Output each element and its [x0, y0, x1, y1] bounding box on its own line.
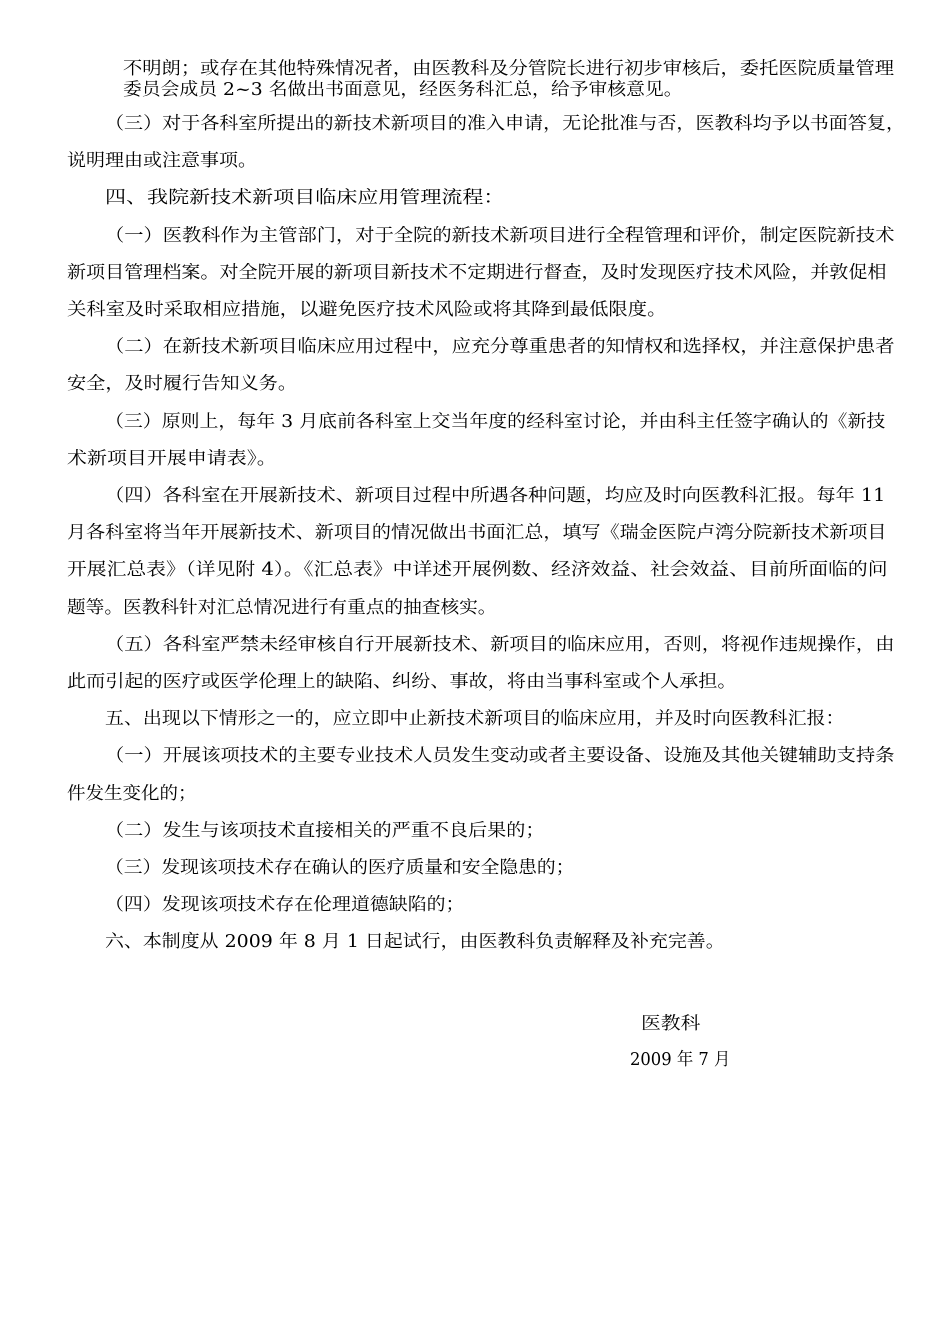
- paragraph-line: （五）各科室严禁未经审核自行开展新技术、新项目的临床应用，否则，将视作违规操作，由: [105, 635, 895, 655]
- paragraph-line: （三）对于各科室所提出的新技术新项目的准入申请，无论批准与否，医教科均予以书面答复，: [105, 114, 905, 134]
- paragraph-line: 月各科室将当年开展新技术、新项目的情况做出书面汇总，填写《瑞金医院卢湾分院新技术新项目: [67, 523, 887, 543]
- paragraph-line: 委员会成员 2~3 名做出书面意见，经医务科汇总，给予审核意见。: [123, 80, 683, 100]
- paragraph-line: 术新项目开展申请表》。: [67, 449, 277, 469]
- paragraph-line: 此而引起的医疗或医学伦理上的缺陷、纠纷、事故，将由当事科室或个人承担。: [67, 672, 737, 692]
- paragraph-line: （一）开展该项技术的主要专业技术人员发生变动或者主要设备、设施及其他关键辅助支持条: [105, 746, 895, 766]
- paragraph-line: （三）发现该项技术存在确认的医疗质量和安全隐患的；: [105, 858, 575, 878]
- paragraph-line: 不明朗；或存在其他特殊情况者，由医教科及分管院长进行初步审核后，委托医院质量管理: [123, 59, 895, 79]
- paragraph-line: 开展汇总表》（详见附 4）。《汇总表》中详述开展例数、经济效益、社会效益、目前所面临的问: [67, 560, 888, 580]
- paragraph-line: （四）各科室在开展新技术、新项目过程中所遇各种问题，均应及时向医教科汇报。每年 11: [105, 486, 886, 506]
- paragraph-line: 新项目管理档案。对全院开展的新项目新技术不定期进行督查，及时发现医疗技术风险，并敦促相: [67, 263, 887, 283]
- paragraph-line: 安全，及时履行告知义务。: [67, 374, 297, 394]
- section-heading: 四、我院新技术新项目临床应用管理流程：: [105, 188, 505, 208]
- paragraph-line: （二）在新技术新项目临床应用过程中，应充分尊重患者的知情权和选择权，并注意保护患者: [105, 337, 895, 357]
- paragraph-line: 关科室及时采取相应措施，以避免医疗技术风险或将其降到最低限度。: [67, 300, 667, 320]
- signature-date: 2009 年 7 月: [630, 1050, 731, 1070]
- paragraph-line: （一）医教科作为主管部门，对于全院的新技术新项目进行全程管理和评价，制定医院新技术: [105, 226, 895, 246]
- section-heading: 六、本制度从 2009 年 8 月 1 日起试行，由医教科负责解释及补充完善。: [105, 932, 725, 952]
- paragraph-line: （二）发生与该项技术直接相关的严重不良后果的；: [105, 821, 545, 841]
- signature-department: 医教科: [641, 1014, 701, 1034]
- paragraph-line: 说明理由或注意事项。: [67, 151, 257, 171]
- paragraph-line: 题等。医教科针对汇总情况进行有重点的抽查核实。: [67, 598, 497, 618]
- paragraph-line: （四）发现该项技术存在伦理道德缺陷的；: [105, 895, 465, 915]
- paragraph-line: （三）原则上，每年 3 月底前各科室上交当年度的经科室讨论，并由科主任签字确认的《新技: [105, 412, 886, 432]
- section-heading: 五、出现以下情形之一的，应立即中止新技术新项目的临床应用，并及时向医教科汇报：: [105, 709, 845, 729]
- paragraph-line: 件发生变化的；: [67, 784, 197, 804]
